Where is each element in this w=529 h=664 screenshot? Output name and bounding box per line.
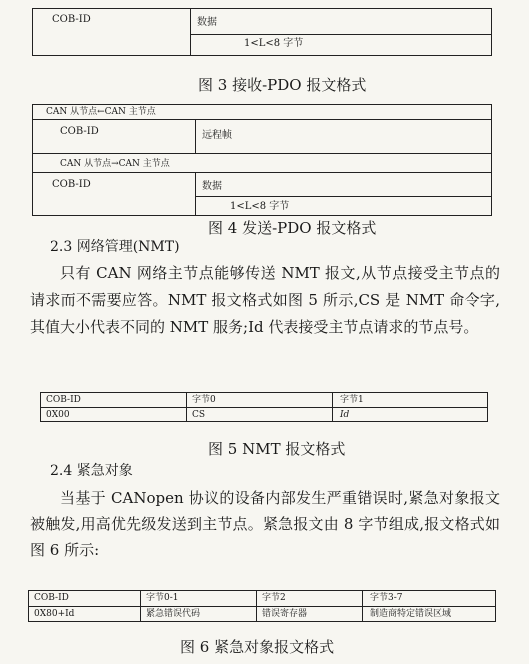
fig3-row-divider	[190, 34, 492, 35]
fig3-caption: 图 3 接收-PDO 报文格式	[198, 76, 367, 94]
fig3-length-label: 1<L<8 字节	[244, 38, 304, 49]
section-2-4-paragraph: 当基于 CANopen 协议的设备内部发生严重错误时,紧急对象报文被触发,用高优先级发送到主节点。紧急报文由 8 字节组成,报文格式如图 6 所示:	[30, 489, 500, 559]
fig4-col-divider-2	[195, 172, 196, 216]
fig5-value-cs: CS	[192, 410, 206, 420]
fig6-col-divider-2	[256, 590, 257, 622]
fig5-value-id: Id	[340, 410, 350, 420]
fig6-value-error-code: 紧急错误代码	[146, 609, 201, 619]
fig5-header-cob-id: COB-ID	[46, 395, 81, 405]
fig3-cob-id: COB-ID	[52, 14, 91, 25]
fig6-header-byte0-1: 字节0-1	[146, 593, 179, 603]
fig6-value-cob-id: 0X80+Id	[34, 609, 75, 619]
fig6-value-manufacturer-error: 制造商特定错误区域	[370, 609, 452, 619]
fig4-data-label: 数据	[202, 181, 222, 192]
fig4-divider-3	[32, 172, 492, 173]
fig6-header-byte3-7: 字节3-7	[370, 593, 403, 603]
fig3-data-label: 数据	[197, 17, 217, 28]
fig6-header-cob-id: COB-ID	[34, 593, 69, 603]
fig4-cob-id-2: COB-ID	[52, 179, 91, 190]
fig5-value-cob-id: 0X00	[46, 410, 70, 420]
fig5-row-divider	[40, 407, 488, 408]
section-2-4-heading: 2.4 紧急对象	[50, 463, 133, 479]
fig4-length-label: 1<L<8 字节	[230, 201, 290, 212]
fig4-divider-2	[32, 153, 492, 154]
fig4-col-divider-1	[195, 119, 196, 153]
fig4-divider-1	[32, 119, 492, 120]
fig4-remote-frame: 远程帧	[202, 130, 232, 141]
fig6-value-error-register: 错误寄存器	[262, 609, 308, 619]
fig6-header-byte2: 字节2	[262, 593, 286, 603]
fig3-col-divider	[190, 8, 191, 56]
fig5-header-byte0: 字节0	[192, 395, 216, 405]
fig4-direction-2: CAN 从节点→CAN 主节点	[60, 159, 170, 169]
fig4-divider-4	[195, 196, 492, 197]
fig5-caption: 图 5 NMT 报文格式	[208, 440, 346, 458]
fig4-caption: 图 4 发送-PDO 报文格式	[208, 219, 377, 237]
fig5-header-byte1: 字节1	[340, 395, 364, 405]
fig4-direction-1: CAN 从节点←CAN 主节点	[46, 107, 156, 117]
fig5-col-divider-1	[186, 392, 187, 422]
fig6-caption: 图 6 紧急对象报文格式	[180, 638, 335, 656]
fig6-col-divider-1	[140, 590, 141, 622]
section-2-3-paragraph: 只有 CAN 网络主节点能够传送 NMT 报文,从节点接受主节点的请求而不需要应答。NMT 报文格式如图 5 所示,CS 是 NMT 命令字,其值大小代表不同的 NMT 服务;Id 代表接受主节点请求的节点号。	[30, 264, 500, 336]
fig4-cob-id-1: COB-ID	[60, 126, 99, 137]
fig5-col-divider-2	[332, 392, 333, 422]
fig6-row-divider	[28, 606, 496, 607]
section-2-3-heading: 2.3 网络管理(NMT)	[50, 239, 180, 255]
fig6-col-divider-3	[362, 590, 363, 622]
